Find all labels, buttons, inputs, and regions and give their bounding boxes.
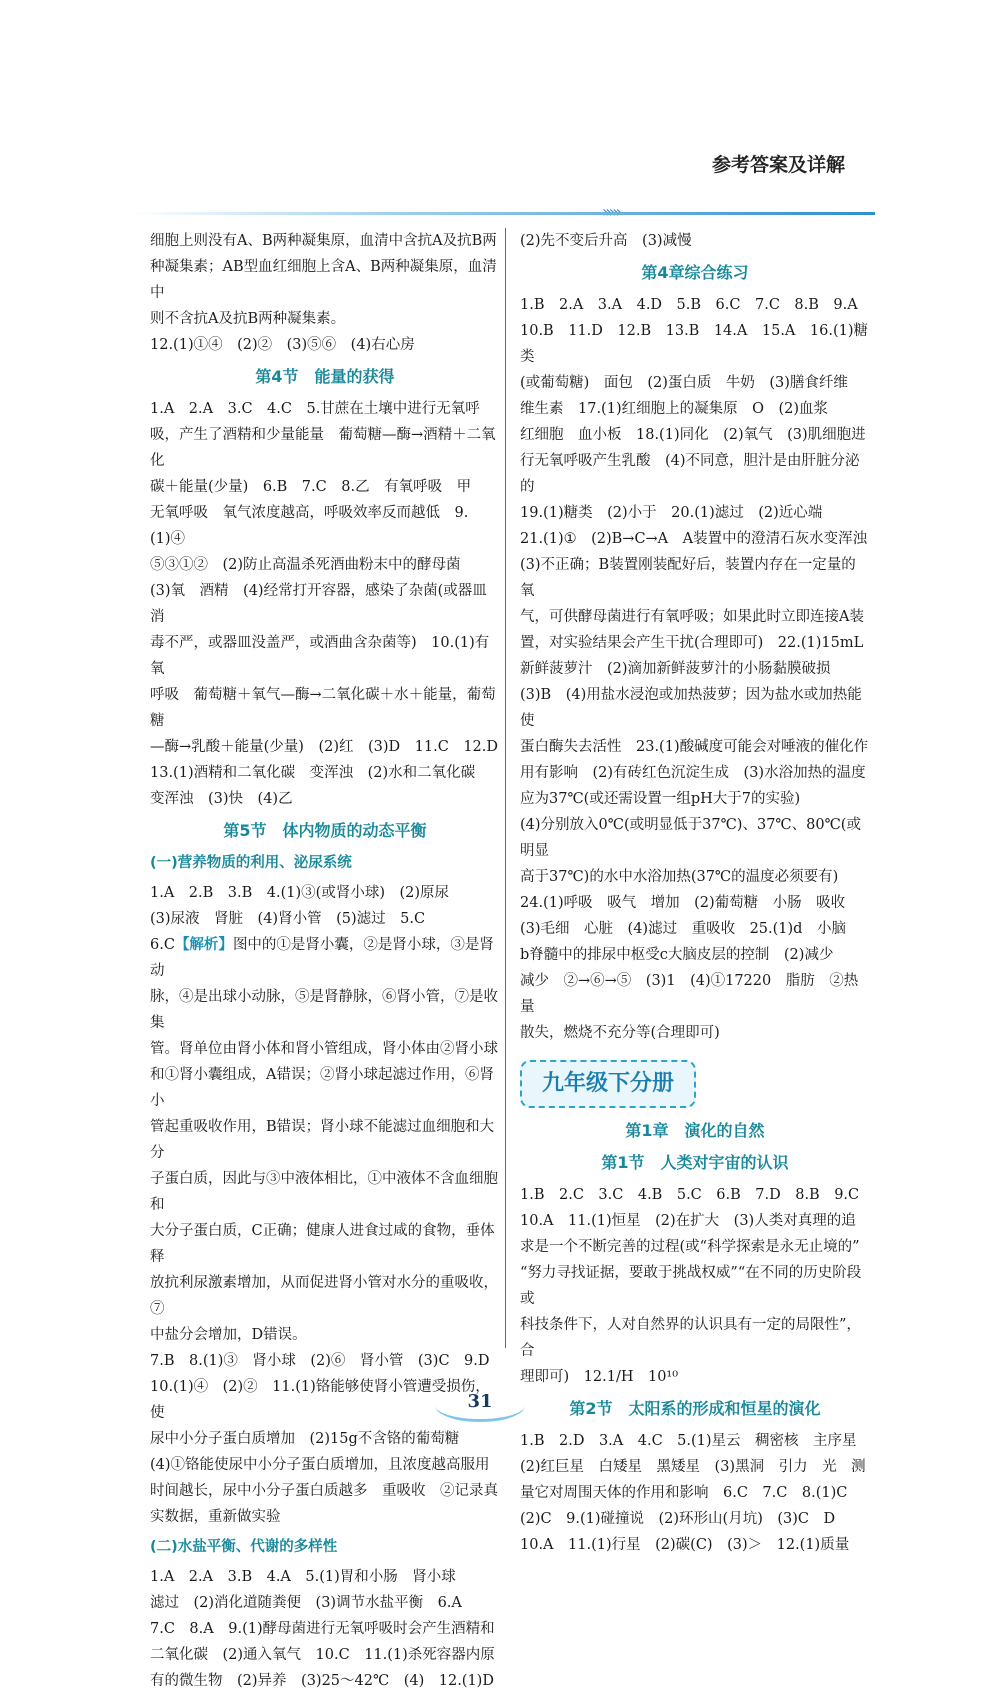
- text-line: 21.(1)① (2)B→C→A A装置中的澄清石灰水变浑浊: [520, 531, 868, 547]
- text-line: 用有影响 (2)有砖红色沉淀生成 (3)水浴加热的温度: [520, 765, 866, 781]
- text-line: 10.A 11.(1)恒星 (2)在扩大 (3)人类对真理的追: [520, 1213, 856, 1229]
- text-line: 量它对周围天体的作用和影响 6.C 7.C 8.(1)C: [520, 1485, 848, 1501]
- text-line: 大分子蛋白质，C正确；健康人进食过咸的食物，垂体释: [150, 1223, 495, 1265]
- text-line: b脊髓中的排尿中枢受c大脑皮层的控制 (2)减少: [520, 947, 834, 963]
- text-line: (2)先不变后升高 (3)减慢: [520, 233, 692, 249]
- section-title: 第4节 能量的获得: [255, 367, 395, 386]
- text-line: 毒不严，或器皿没盖严，或酒曲含杂菌等) 10.(1)有氧: [150, 635, 490, 677]
- text-line: 变浑浊 (3)快 (4)乙: [150, 791, 293, 807]
- text-line: 散失，燃烧不充分等(合理即可): [520, 1025, 720, 1041]
- header-title: 参考答案及详解: [711, 154, 845, 176]
- text-line: 红细胞 血小板 18.(1)同化 (2)氧气 (3)肌细胞进: [520, 427, 866, 443]
- text-line: 管起重吸收作用，B错误；肾小球不能滤过血细胞和大分: [150, 1119, 495, 1161]
- text-line: (4)①铬能使尿中小分子蛋白质增加，且浓度越高服用: [150, 1457, 490, 1473]
- text-line: 24.(1)呼吸 吸气 增加 (2)葡萄糖 小肠 吸收: [520, 895, 846, 911]
- page-number-text: 31: [467, 1390, 493, 1412]
- text-line: 则不含抗A及抗B两种凝集素。: [150, 311, 346, 327]
- text-line: 无氧呼吸 氧气浓度越高，呼吸效率反而越低 9.(1)④: [150, 505, 469, 547]
- text-line: 7.C 8.A 9.(1)酵母菌进行无氧呼吸时会产生酒精和: [150, 1621, 495, 1637]
- text-line: (4)分别放入0℃(或明显低于37℃)、37℃、80℃(或明显: [520, 817, 861, 859]
- text-line: 管。肾单位由肾小体和肾小管组成，肾小体由②肾小球: [150, 1041, 498, 1057]
- section-title: 第1节 人类对宇宙的认识: [601, 1153, 789, 1172]
- text-line: 脉，④是出球小动脉，⑤是肾静脉，⑥肾小管，⑦是收集: [150, 989, 498, 1031]
- text-line: 求是一个不断完善的过程(或“科学探索是永无止境的”: [520, 1239, 860, 1255]
- column-divider: [505, 228, 506, 1348]
- text-line: (3)毛细 心脏 (4)滤过 重吸收 25.(1)d 小脑: [520, 921, 846, 937]
- text-line: 7.B 8.(1)③ 肾小球 (2)⑥ 肾小管 (3)C 9.D: [150, 1353, 490, 1369]
- volume-banner: 九年级下分册: [520, 1060, 696, 1108]
- text-line: 有的微生物 (2)异养 (3)25～42℃ (4) 12.(1)D: [150, 1673, 494, 1689]
- section-title: 第5节 体内物质的动态平衡: [223, 821, 427, 840]
- text-line: 1.A 2.B 3.B 4.(1)③(或肾小球) (2)原尿: [150, 885, 450, 901]
- text-line: 13.(1)酒精和二氧化碳 变浑浊 (2)水和二氧化碳: [150, 765, 476, 781]
- text-line: 高于37℃)的水中水浴加热(37℃的温度必须要有): [520, 869, 839, 885]
- text-line: 科技条件下，人对自然界的认识具有一定的局限性”，合: [520, 1317, 861, 1359]
- text-line: 12.(1)①④ (2)② (3)⑤⑥ (4)右心房: [150, 337, 415, 353]
- text-line: (3)尿液 肾脏 (4)肾小管 (5)滤过 5.C: [150, 911, 426, 927]
- text-line: 蛋白酶失去活性 23.(1)酸碱度可能会对唾液的催化作: [520, 739, 869, 755]
- text-line: 和①肾小囊组成，A错误；②肾小球起滤过作用，⑥肾小: [150, 1067, 494, 1109]
- text-line: 1.B 2.A 3.A 4.D 5.B 6.C 7.C 8.B 9.A: [520, 297, 858, 313]
- text-line: 吸，产生了酒精和少量能量 葡萄糖—酶→酒精＋二氧化: [150, 427, 496, 469]
- text-line: 滤过 (2)消化道随粪便 (3)调节水盐平衡 6.A: [150, 1595, 462, 1611]
- text-line: 减少 ②→⑥→⑤ (3)1 (4)①17220 脂肪 ②热量: [520, 973, 859, 1015]
- text-line: 1.A 2.A 3.B 4.A 5.(1)胃和小肠 肾小球: [150, 1569, 456, 1585]
- text-line: 维生素 17.(1)红细胞上的凝集原 O (2)血浆: [520, 401, 829, 417]
- text-line: “努力寻找证据，要敢于挑战权威”“在不同的历史阶段或: [520, 1265, 862, 1307]
- q6-text: 图中的①是肾小囊，②是肾小球，③是肾动: [150, 937, 494, 979]
- text-line: 1.B 2.D 3.A 4.C 5.(1)星云 稠密核 主序星: [520, 1433, 857, 1449]
- text-line: (3)B (4)用盐水浸泡或加热菠萝；因为盐水或加热能使: [520, 687, 862, 729]
- text-line: 应为37℃(或还需设置一组pH大于7的实验): [520, 791, 801, 807]
- text-line: 置，对实验结果会产生干扰(合理即可) 22.(1)15mL: [520, 635, 864, 651]
- section-title: 第4章综合练习: [641, 263, 749, 282]
- text-line: (2)C 9.(1)碰撞说 (2)环形山(月坑) (3)C D: [520, 1511, 836, 1527]
- text-line: 新鲜菠萝汁 (2)滴加新鲜菠萝汁的小肠黏膜破损: [520, 661, 831, 677]
- text-line: 实数据，重新做实验: [150, 1509, 281, 1525]
- text-line: 尿中小分子蛋白质增加 (2)15g不含铬的葡萄糖: [150, 1431, 460, 1447]
- text-line: ⑤③①② (2)防止高温杀死酒曲粉末中的酵母菌: [150, 557, 461, 573]
- text-line: 理即可) 12.1/H 10¹⁰: [520, 1369, 679, 1385]
- text-line: [150, 932, 500, 984]
- left-column: [150, 228, 500, 1694]
- text-line: (3)不正确；B装置刚装配好后，装置内存在一定量的氧: [520, 557, 856, 599]
- text-line: —酶→乳酸＋能量(少量) (2)红 (3)D 11.C 12.D: [150, 739, 499, 755]
- text-line: 细胞上则没有A、B两种凝集原，血清中含抗A及抗B两: [150, 233, 497, 249]
- analysis-label: 【解析】: [174, 936, 233, 953]
- text-line: 碳＋能量(少量) 6.B 7.C 8.乙 有氧呼吸 甲: [150, 479, 472, 495]
- text-line: 时间越长，尿中小分子蛋白质越多 重吸收 ②记录真: [150, 1483, 498, 1499]
- text-line: 二氧化碳 (2)通入氧气 10.C 11.(1)杀死容器内原: [150, 1647, 495, 1663]
- text-line: 气，可供酵母菌进行有氧呼吸；如果此时立即连接A装: [520, 609, 864, 625]
- section-title: 第2节 太阳系的形成和恒星的演化: [569, 1399, 821, 1418]
- text-line: 行无氧呼吸产生乳酸 (4)不同意，胆汁是由肝脏分泌的: [520, 453, 860, 495]
- text-line: (2)红巨星 白矮星 黑矮星 (3)黑洞 引力 光 测: [520, 1459, 866, 1475]
- chapter-title: 第1章 演化的自然: [625, 1121, 765, 1140]
- subsection-title: (二)水盐平衡、代谢的多样性: [150, 1539, 338, 1555]
- text-line: (或葡萄糖) 面包 (2)蛋白质 牛奶 (3)膳食纤维: [520, 375, 848, 391]
- text-line: 1.B 2.C 3.C 4.B 5.C 6.B 7.D 8.B 9.C: [520, 1187, 860, 1203]
- subsection-title: (一)营养物质的利用、泌尿系统: [150, 855, 352, 871]
- text-line: 10.A 11.(1)行星 (2)碳(C) (3)＞ 12.(1)质量: [520, 1537, 850, 1553]
- right-column: [520, 228, 870, 1558]
- text-line: 10.(1)④ (2)② 11.(1)铬能够使肾小管遭受损伤，使: [150, 1379, 490, 1421]
- text-line: 1.A 2.A 3.C 4.C 5.甘蔗在土壤中进行无氧呼: [150, 401, 480, 417]
- swirl-decoration-icon: [435, 1389, 525, 1422]
- text-line: 中盐分会增加，D错误。: [150, 1327, 307, 1343]
- page-number: [445, 1383, 515, 1419]
- text-line: 放抗利尿激素增加，从而促进肾小管对水分的重吸收，⑦: [150, 1275, 498, 1317]
- text-line: 呼吸 葡萄糖＋氧气—酶→二氧化碳＋水＋能量，葡萄糖: [150, 687, 496, 729]
- text-line: 子蛋白质，因此与③中液体相比，①中液体不含血细胞和: [150, 1171, 498, 1213]
- q6-number: 6.C: [150, 937, 175, 953]
- text-line: 种凝集素；AB型血红细胞上含A、B两种凝集原，血清中: [150, 259, 497, 301]
- text-line: 19.(1)糖类 (2)小于 20.(1)滤过 (2)近心端: [520, 505, 823, 521]
- text-line: (3)氧 酒精 (4)经常打开容器，感染了杂菌(或器皿消: [150, 583, 487, 625]
- text-line: 10.B 11.D 12.B 13.B 14.A 15.A 16.(1)糖类: [520, 323, 868, 365]
- header-rule: [130, 212, 875, 215]
